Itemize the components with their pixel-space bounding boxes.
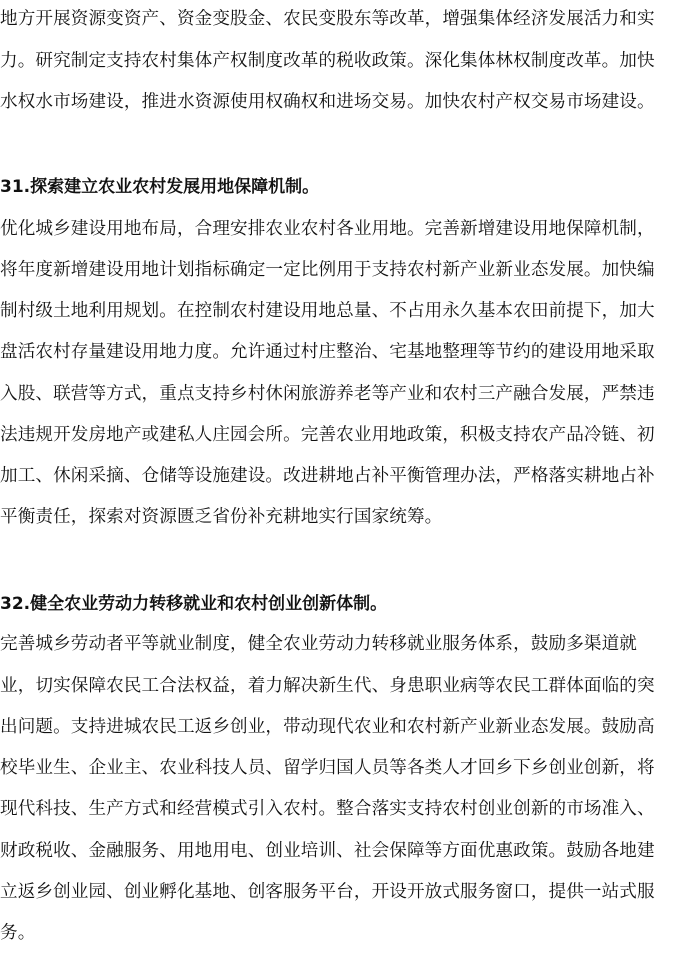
section-32-line: 财政税收、金融服务、用地用电、创业培训、社会保障等方面优惠政策。鼓励各地建 bbox=[0, 841, 655, 861]
intro-line: 水权水市场建设，推进水资源使用权确权和进场交易。加快农村产权交易市场建设。 bbox=[0, 92, 655, 112]
section-31-line: 加工、休闲采摘、仓储等设施建设。改进耕地占补平衡管理办法，严格落实耕地占补 bbox=[0, 466, 655, 486]
section-32-line: 出问题。支持进城农民工返乡创业，带动现代农业和农村新产业新业态发展。鼓励高 bbox=[0, 717, 655, 737]
section-32-line: 业，切实保障农民工合法权益，着力解决新生代、身患职业病等农民工群体面临的突 bbox=[0, 676, 655, 696]
section-31-line: 入股、联营等方式，重点支持乡村休闲旅游养老等产业和农村三产融合发展，严禁违 bbox=[0, 384, 655, 404]
section-32-line: 校毕业生、企业主、农业科技人员、留学归国人员等各类人才回乡下乡创业创新，将 bbox=[0, 758, 655, 778]
intro-line: 力。研究制定支持农村集体产权制度改革的税收政策。深化集体林权制度改革。加快 bbox=[0, 51, 655, 71]
section-31-heading: 31.探索建立农业农村发展用地保障机制。 bbox=[0, 177, 320, 197]
section-32-line: 现代科技、生产方式和经营模式引入农村。整合落实支持农村创业创新的市场准入、 bbox=[0, 799, 655, 819]
section-31-line: 制村级土地利用规划。在控制农村建设用地总量、不占用永久基本农田前提下，加大 bbox=[0, 301, 655, 321]
section-32-heading: 32.健全农业劳动力转移就业和农村创业创新体制。 bbox=[0, 594, 388, 614]
section-31-line: 法违规开发房地产或建私人庄园会所。完善农业用地政策，积极支持农产品冷链、初 bbox=[0, 425, 655, 445]
section-32-line: 完善城乡劳动者平等就业制度，健全农业劳动力转移就业服务体系，鼓励多渠道就 bbox=[0, 634, 637, 654]
intro-line: 地方开展资源变资产、资金变股金、农民变股东等改革，增强集体经济发展活力和实 bbox=[0, 9, 655, 29]
section-31-line: 优化城乡建设用地布局，合理安排农业农村各业用地。完善新增建设用地保障机制， bbox=[0, 219, 655, 239]
section-31-line: 将年度新增建设用地计划指标确定一定比例用于支持农村新产业新业态发展。加快编 bbox=[0, 260, 655, 280]
section-31-line: 盘活农村存量建设用地力度。允许通过村庄整治、宅基地整理等节约的建设用地采取 bbox=[0, 342, 655, 362]
section-31-line: 平衡责任，探索对资源匮乏省份补充耕地实行国家统筹。 bbox=[0, 507, 443, 527]
section-32-line: 立返乡创业园、创业孵化基地、创客服务平台，开设开放式服务窗口，提供一站式服 bbox=[0, 882, 655, 902]
section-32-line: 务。 bbox=[0, 923, 36, 943]
